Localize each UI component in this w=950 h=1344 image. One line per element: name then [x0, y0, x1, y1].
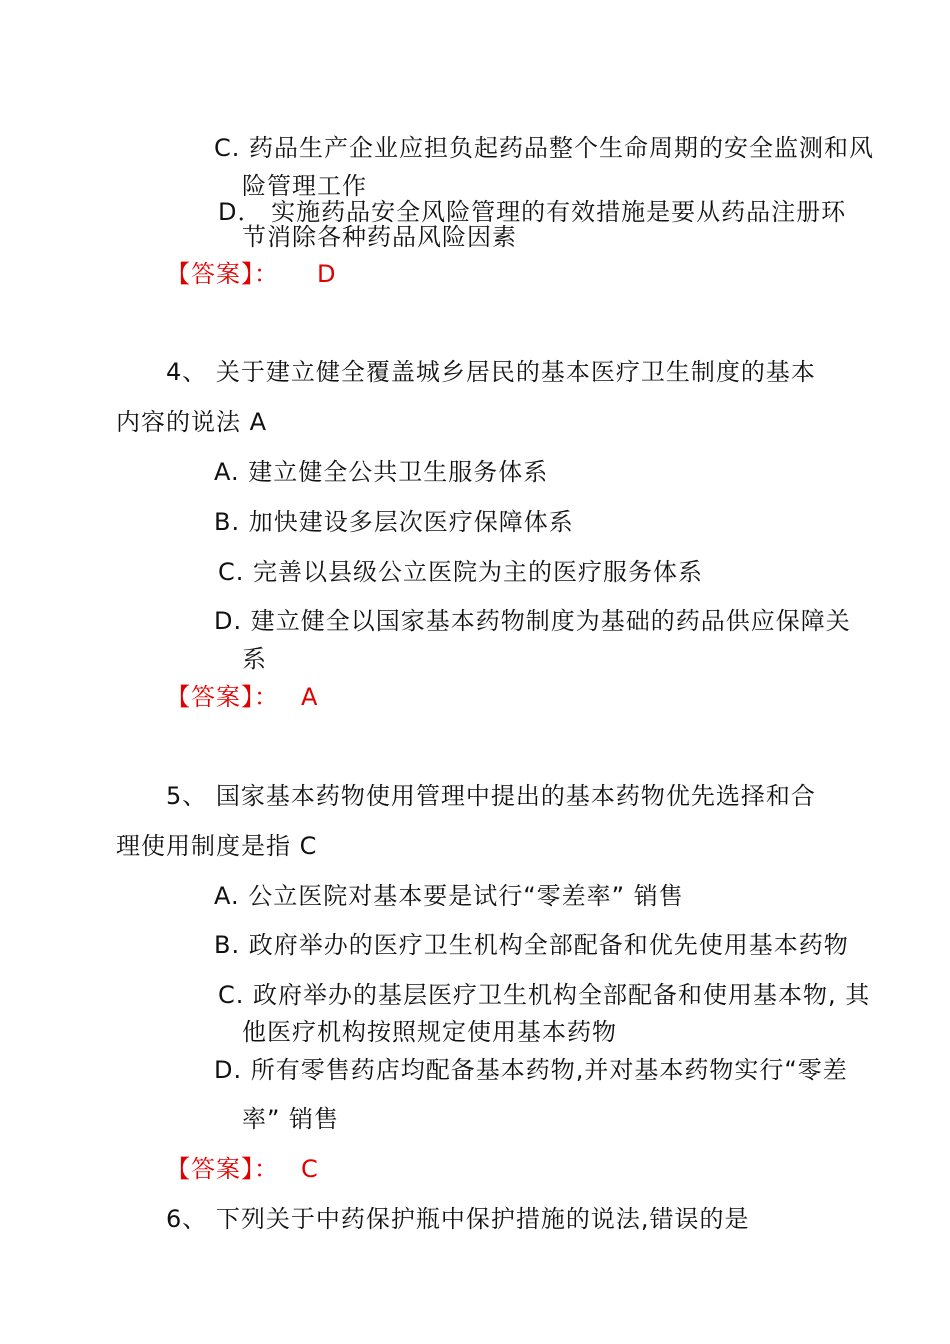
answer-value: D — [317, 260, 337, 288]
q5-stem-line2: 理使用制度是指 C — [116, 832, 318, 860]
q5-option-d-line2: 率” 销售 — [242, 1105, 340, 1133]
answer-value: A — [301, 683, 319, 711]
q3-option-c-line2: 险管理工作 — [242, 172, 367, 200]
q4-option-a: A. 建立健全公共卫生服务体系 — [214, 458, 549, 486]
q4-option-b: B. 加快建设多层次医疗保障体系 — [214, 508, 574, 536]
q6-stem-line1: 6、 下列关于中药保护瓶中保护措施的说法,错误的是 — [166, 1205, 750, 1233]
q5-answer — [166, 1154, 319, 1184]
answer-value: C — [301, 1155, 319, 1183]
q4-option-c: C. 完善以县级公立医院为主的医疗服务体系 — [218, 558, 704, 586]
answer-label: 【答案】： — [166, 1155, 279, 1183]
answer-label: 【答案】： — [166, 683, 279, 711]
q3-answer — [166, 259, 336, 289]
q4-answer — [166, 682, 318, 712]
answer-label: 【答案】： — [166, 260, 279, 288]
q4-stem-line1: 4、 关于建立健全覆盖城乡居民的基本医疗卫生制度的基本 — [166, 358, 816, 386]
q5-option-a: A. 公立医院对基本要是试行“零差率” 销售 — [214, 882, 684, 910]
q5-option-b: B. 政府举办的医疗卫生机构全部配备和优先使用基本药物 — [214, 931, 849, 959]
q4-stem-line2: 内容的说法 A — [116, 408, 268, 436]
q3-option-d-line2: 节消除各种药品风险因素 — [242, 223, 517, 251]
q5-option-c-line1: C. 政府举办的基层医疗卫生机构全部配备和使用基本物, 其 — [218, 981, 871, 1009]
q5-stem-line1: 5、 国家基本药物使用管理中提出的基本药物优先选择和合 — [166, 782, 816, 810]
q4-option-d-line1: D. 建立健全以国家基本药物制度为基础的药品供应保障关 — [214, 607, 851, 635]
q5-option-c-line2: 他医疗机构按照规定使用基本药物 — [242, 1018, 617, 1046]
q3-option-c-line1: C. 药品生产企业应担负起药品整个生命周期的安全监测和风 — [214, 134, 875, 162]
q5-option-d-line1: D. 所有零售药店均配备基本药物,并对基本药物实行“零差 — [214, 1056, 848, 1084]
q4-option-d-line2: 系 — [242, 645, 267, 673]
q3-option-d-line1: D． 实施药品安全风险管理的有效措施是要从药品注册环 — [218, 198, 847, 226]
